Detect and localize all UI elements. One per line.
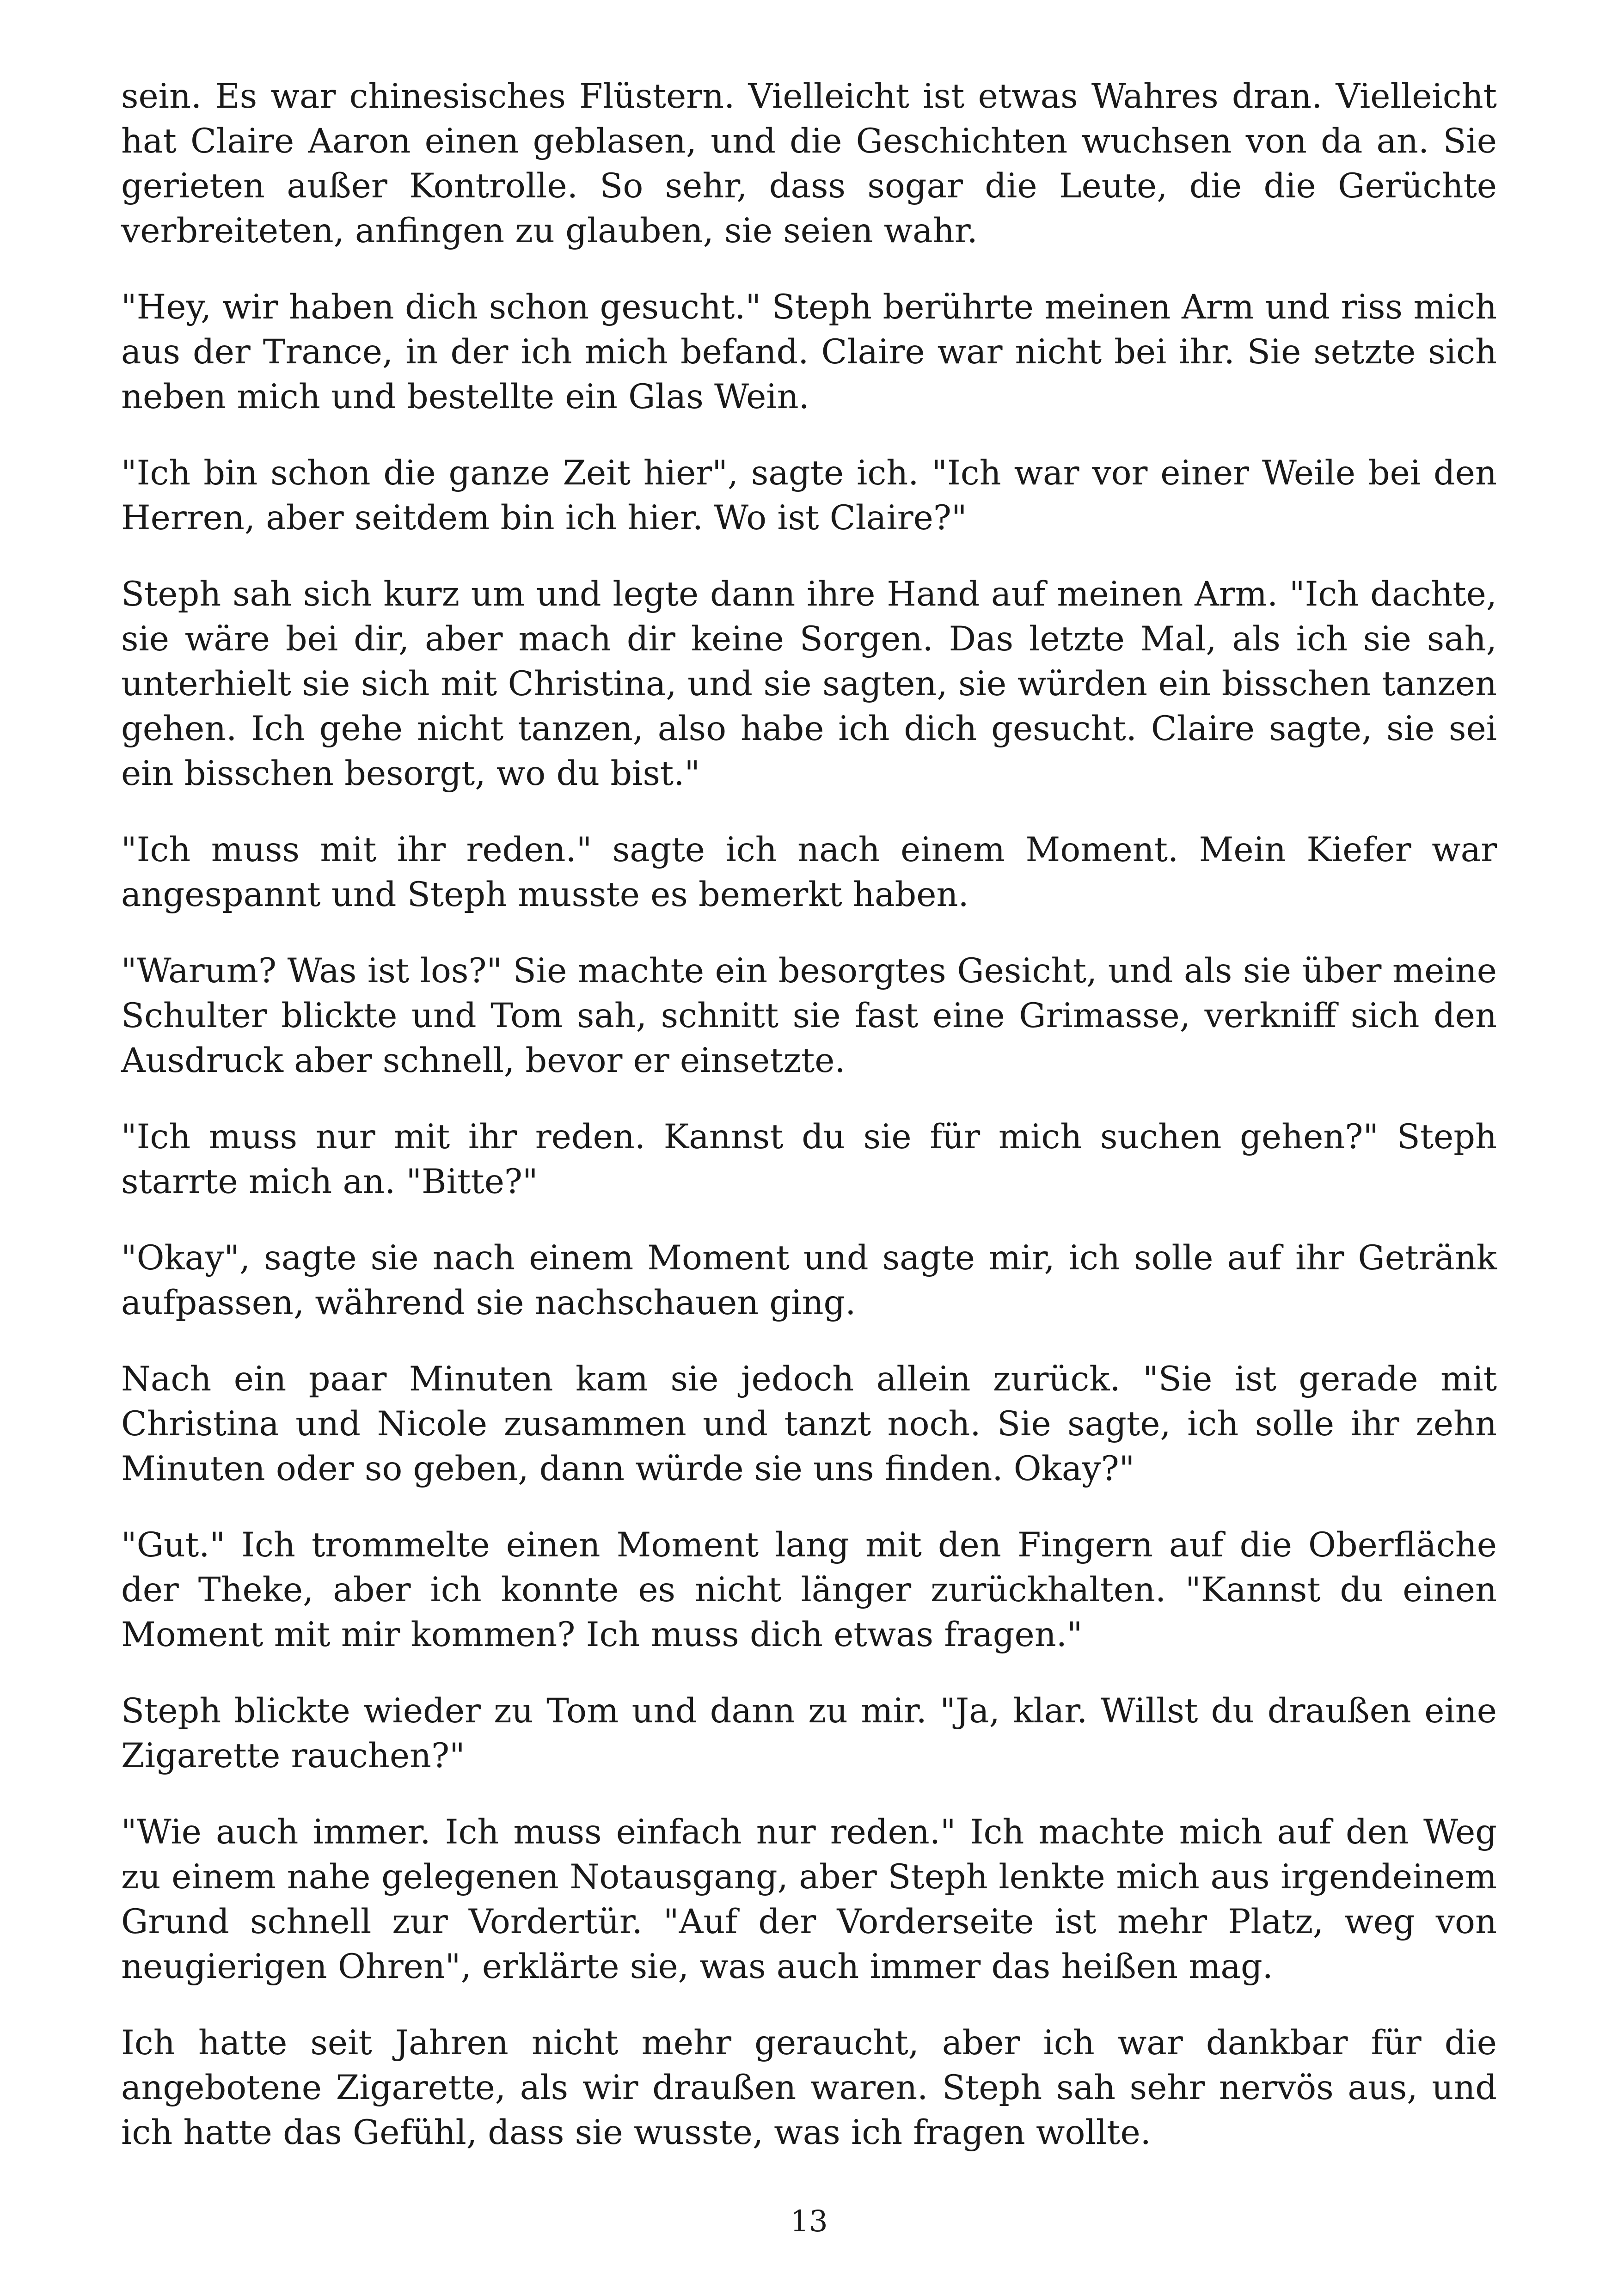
paragraph: "Wie auch immer. Ich muss einfach nur reden." Ich machte mich auf den Weg zu einem nahe gelegenen Notausgang, aber Steph lenkte mich aus irgendeinem Grund schnell zur Vordertür. "Auf der Vorderseite ist mehr Platz, weg von neugierigen Ohren", erklärte sie, was auch immer das heißen mag.	[121, 1812, 1497, 1986]
paragraph: "Gut." Ich trommelte einen Moment lang mit den Fingern auf die Oberfläche der Theke, aber ich konnte es nicht länger zurückhalten. "Kannst du einen Moment mit mir kommen? Ich muss dich etwas fragen."	[121, 1525, 1497, 1654]
paragraph: "Ich bin schon die ganze Zeit hier", sagte ich. "Ich war vor einer Weile bei den Herren, aber seitdem bin ich hier. Wo ist Claire?"	[121, 453, 1497, 538]
page-number: 13	[790, 2204, 828, 2239]
paragraph: Steph blickte wieder zu Tom und dann zu mir. "Ja, klar. Willst du draußen eine Zigarette rauchen?"	[121, 1691, 1497, 1776]
paragraph: Ich hatte seit Jahren nicht mehr geraucht, aber ich war dankbar für die angebotene Zigarette, als wir draußen waren. Steph sah sehr nervös aus, und ich hatte das Gefühl, dass sie wusste, was ich fragen wollte.	[121, 2023, 1497, 2152]
paragraph: "Hey, wir haben dich schon gesucht." Steph berührte meinen Arm und riss mich aus der Trance, in der ich mich befand. Claire war nicht bei ihr. Sie setzte sich neben mich und bestellte ein Glas Wein.	[121, 288, 1497, 416]
body-text	[121, 74, 1497, 2186]
paragraph: Steph sah sich kurz um und legte dann ihre Hand auf meinen Arm. "Ich dachte, sie wäre bei dir, aber mach dir keine Sorgen. Das letzte Mal, als ich sie sah, unterhielt sie sich mit Christina, und sie sagten, sie würden ein bisschen tanzen gehen. Ich gehe nicht tanzen, also habe ich dich gesucht. Claire sagte, sie sei ein bisschen besorgt, wo du bist."	[121, 575, 1497, 793]
paragraph: "Okay", sagte sie nach einem Moment und sagte mir, ich solle auf ihr Getränk aufpassen, während sie nachschauen ging.	[121, 1238, 1497, 1322]
paragraph: "Ich muss mit ihr reden." sagte ich nach einem Moment. Mein Kiefer war angespannt und Steph musste es bemerkt haben.	[121, 830, 1497, 914]
paragraph: sein. Es war chinesisches Flüstern. Vielleicht ist etwas Wahres dran. Vielleicht hat Claire Aaron einen geblasen, und die Geschichten wuchsen von da an. Sie gerieten außer Kontrolle. So sehr, dass sogar die Leute, die die Gerüchte verbreiteten, anfingen zu glauben, sie seien wahr.	[121, 77, 1497, 251]
paragraph: "Warum? Was ist los?" Sie machte ein besorgtes Gesicht, und als sie über meine Schulter blickte und Tom sah, schnitt sie fast eine Grimasse, verkniff sich den Ausdruck aber schnell, bevor er einsetzte.	[121, 951, 1497, 1080]
paragraph: Nach ein paar Minuten kam sie jedoch allein zurück. "Sie ist gerade mit Christina und Nicole zusammen und tanzt noch. Sie sagte, ich solle ihr zehn Minuten oder so geben, dann würde sie uns finden. Okay?"	[121, 1359, 1497, 1488]
paragraph: "Ich muss nur mit ihr reden. Kannst du sie für mich suchen gehen?" Steph starrte mich an. "Bitte?"	[121, 1117, 1497, 1201]
